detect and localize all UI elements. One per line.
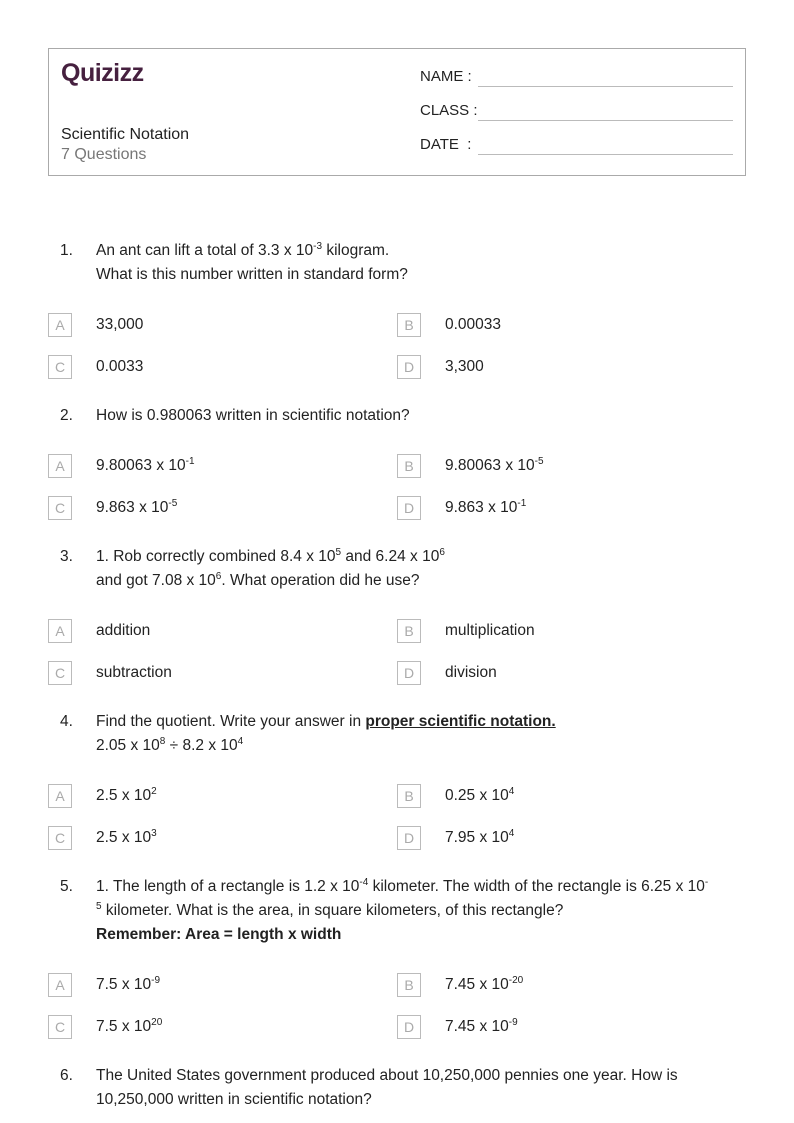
date-label: DATE : bbox=[420, 136, 472, 153]
options-row bbox=[0, 817, 794, 859]
superscript: 4 bbox=[508, 827, 515, 839]
question-line bbox=[96, 545, 746, 569]
question-number: 3. bbox=[60, 548, 73, 565]
date-line bbox=[478, 154, 733, 155]
text-segment: kilometer. The width of the rectangle is 6.25 x 10 bbox=[368, 878, 705, 895]
option-c[interactable] bbox=[48, 487, 397, 529]
question-5 bbox=[0, 875, 794, 1048]
superscript: -9 bbox=[508, 1016, 518, 1028]
class-label: CLASS : bbox=[420, 102, 478, 119]
option-c[interactable] bbox=[48, 346, 397, 388]
text-segment: 9.80063 x 10 bbox=[445, 457, 535, 474]
option-a[interactable] bbox=[48, 610, 397, 652]
superscript: -4 bbox=[359, 876, 369, 888]
option-label bbox=[96, 619, 150, 643]
date-field[interactable] bbox=[420, 136, 471, 153]
option-letter-box[interactable]: D bbox=[397, 826, 421, 850]
text-segment: kilometer. What is the area, in square kilometers, of this rectangle? bbox=[101, 902, 564, 919]
superscript: 2 bbox=[151, 785, 157, 797]
option-letter-box[interactable]: B bbox=[397, 973, 421, 997]
option-c[interactable] bbox=[48, 652, 397, 694]
option-b[interactable] bbox=[397, 445, 746, 487]
option-label bbox=[96, 1015, 162, 1039]
option-letter-box[interactable]: C bbox=[48, 355, 72, 379]
question-line bbox=[96, 710, 746, 734]
option-label bbox=[445, 826, 514, 850]
option-letter-box[interactable]: D bbox=[397, 1015, 421, 1039]
text-segment: 7.5 x 10 bbox=[96, 1018, 152, 1035]
question-line bbox=[96, 1088, 746, 1112]
text-segment: 33,000 bbox=[96, 316, 144, 333]
option-label bbox=[96, 313, 143, 337]
option-letter-box[interactable]: C bbox=[48, 496, 72, 520]
option-d[interactable] bbox=[397, 817, 746, 859]
option-label bbox=[445, 661, 497, 685]
superscript: 20 bbox=[151, 1016, 163, 1028]
option-label bbox=[445, 496, 526, 520]
option-c[interactable] bbox=[48, 1006, 397, 1048]
text-segment: . What operation did he use? bbox=[221, 572, 420, 589]
superscript: -5 bbox=[534, 455, 544, 467]
name-label: NAME : bbox=[420, 68, 472, 85]
option-letter-box[interactable]: B bbox=[397, 313, 421, 337]
text-segment: 10,250,000 written in scientific notation? bbox=[96, 1091, 372, 1108]
option-letter-box[interactable]: A bbox=[48, 784, 72, 808]
text-segment: subtraction bbox=[96, 664, 172, 681]
options-row bbox=[0, 610, 794, 652]
text-segment: The United States government produced about 10,250,000 pennies one year. How is bbox=[96, 1067, 678, 1084]
superscript: -9 bbox=[151, 974, 161, 986]
question-line bbox=[96, 569, 746, 593]
text-segment: proper scientific notation. bbox=[365, 713, 556, 730]
option-label bbox=[96, 784, 157, 808]
option-letter-box[interactable]: D bbox=[397, 661, 421, 685]
option-label bbox=[445, 784, 514, 808]
option-letter-box[interactable]: D bbox=[397, 355, 421, 379]
question-text bbox=[0, 239, 794, 287]
option-a[interactable] bbox=[48, 304, 397, 346]
superscript: -1 bbox=[517, 497, 527, 509]
option-letter-box[interactable]: B bbox=[397, 454, 421, 478]
options-row bbox=[0, 964, 794, 1006]
option-b[interactable] bbox=[397, 775, 746, 817]
option-label bbox=[96, 826, 157, 850]
text-segment: and got 7.08 x 10 bbox=[96, 572, 216, 589]
option-label bbox=[445, 1015, 518, 1039]
question-2 bbox=[0, 404, 794, 529]
option-d[interactable] bbox=[397, 487, 746, 529]
option-letter-box[interactable]: A bbox=[48, 454, 72, 478]
text-segment: division bbox=[445, 664, 497, 681]
option-letter-box[interactable]: A bbox=[48, 973, 72, 997]
option-letter-box[interactable]: C bbox=[48, 826, 72, 850]
options-row bbox=[0, 445, 794, 487]
option-d[interactable] bbox=[397, 346, 746, 388]
superscript: -3 bbox=[313, 240, 323, 252]
option-label bbox=[445, 619, 535, 643]
text-segment: addition bbox=[96, 622, 151, 639]
superscript: 3 bbox=[151, 827, 157, 839]
text-segment: 7.95 x 10 bbox=[445, 829, 509, 846]
text-segment: ÷ 8.2 x 10 bbox=[165, 737, 238, 754]
text-segment: 9.80063 x 10 bbox=[96, 457, 186, 474]
worksheet-header bbox=[48, 48, 746, 176]
option-b[interactable] bbox=[397, 304, 746, 346]
option-label bbox=[96, 661, 172, 685]
question-text bbox=[0, 545, 794, 593]
options-row bbox=[0, 487, 794, 529]
question-3 bbox=[0, 545, 794, 694]
superscript: 5 bbox=[96, 900, 102, 912]
text-segment: What is this number written in standard form? bbox=[96, 266, 408, 283]
option-c[interactable] bbox=[48, 817, 397, 859]
text-segment: 1. The length of a rectangle is 1.2 x 10 bbox=[96, 878, 360, 895]
text-segment: 9.863 x 10 bbox=[445, 499, 518, 516]
option-letter-box[interactable]: B bbox=[397, 784, 421, 808]
superscript: 4 bbox=[237, 735, 244, 747]
option-b[interactable] bbox=[397, 610, 746, 652]
question-list bbox=[0, 239, 794, 1123]
class-field[interactable] bbox=[420, 102, 478, 119]
question-text bbox=[0, 710, 794, 758]
option-letter-box[interactable]: D bbox=[397, 496, 421, 520]
options-row bbox=[0, 1006, 794, 1048]
question-count: 7 Questions bbox=[61, 146, 147, 163]
text-segment: 1. Rob correctly combined 8.4 x 10 bbox=[96, 548, 336, 565]
text-segment: An ant can lift a total of 3.3 x 10 bbox=[96, 242, 314, 259]
text-segment: Find the quotient. Write your answer in bbox=[96, 713, 366, 730]
text-segment: 2.5 x 10 bbox=[96, 829, 152, 846]
question-line bbox=[96, 875, 746, 899]
superscript: 8 bbox=[159, 735, 166, 747]
name-field[interactable] bbox=[420, 68, 472, 85]
option-label bbox=[445, 313, 501, 337]
question-text bbox=[0, 404, 794, 428]
name-line bbox=[478, 86, 733, 87]
option-letter-box[interactable]: C bbox=[48, 1015, 72, 1039]
option-label bbox=[96, 496, 177, 520]
option-label bbox=[96, 355, 143, 379]
option-letter-box[interactable]: B bbox=[397, 619, 421, 643]
text-segment: 0.25 x 10 bbox=[445, 787, 509, 804]
question-line bbox=[96, 923, 746, 947]
superscript: -5 bbox=[168, 497, 178, 509]
superscript: 4 bbox=[508, 785, 515, 797]
class-line bbox=[478, 120, 733, 121]
option-label bbox=[445, 973, 523, 997]
question-line bbox=[96, 239, 746, 263]
superscript: 5 bbox=[335, 546, 342, 558]
question-number: 6. bbox=[60, 1067, 73, 1084]
text-segment: multiplication bbox=[445, 622, 535, 639]
text-segment: 0.0033 bbox=[96, 358, 144, 375]
text-segment: 0.00033 bbox=[445, 316, 502, 333]
text-segment: 3,300 bbox=[445, 358, 484, 375]
question-number: 4. bbox=[60, 713, 73, 730]
question-text bbox=[0, 1064, 794, 1112]
option-label bbox=[445, 454, 544, 478]
question-line bbox=[96, 404, 746, 428]
options-row bbox=[0, 652, 794, 694]
options-row bbox=[0, 304, 794, 346]
option-letter-box[interactable]: A bbox=[48, 619, 72, 643]
question-4 bbox=[0, 710, 794, 859]
text-segment: 9.863 x 10 bbox=[96, 499, 169, 516]
text-segment: 2.5 x 10 bbox=[96, 787, 152, 804]
question-6 bbox=[0, 1064, 794, 1112]
text-segment: kilogram. bbox=[322, 242, 390, 259]
options-row bbox=[0, 346, 794, 388]
superscript: - bbox=[704, 876, 709, 888]
text-segment: 2.05 x 10 bbox=[96, 737, 160, 754]
text-segment: 7.45 x 10 bbox=[445, 1018, 509, 1035]
option-label bbox=[96, 973, 160, 997]
option-label bbox=[96, 454, 195, 478]
question-1 bbox=[0, 239, 794, 388]
option-d[interactable] bbox=[397, 1006, 746, 1048]
options-row bbox=[0, 775, 794, 817]
text-segment: 7.45 x 10 bbox=[445, 976, 509, 993]
superscript: -20 bbox=[508, 974, 524, 986]
superscript: 6 bbox=[439, 546, 445, 558]
question-number: 2. bbox=[60, 407, 73, 424]
question-number: 5. bbox=[60, 878, 73, 895]
option-d[interactable] bbox=[397, 652, 746, 694]
option-letter-box[interactable]: A bbox=[48, 313, 72, 337]
question-line bbox=[96, 1064, 746, 1088]
question-line bbox=[96, 899, 746, 923]
question-text bbox=[0, 875, 794, 947]
superscript: 6 bbox=[215, 570, 222, 582]
option-a[interactable] bbox=[48, 964, 397, 1006]
option-label bbox=[445, 355, 484, 379]
superscript: -1 bbox=[185, 455, 195, 467]
option-a[interactable] bbox=[48, 775, 397, 817]
question-line bbox=[96, 734, 746, 758]
option-a[interactable] bbox=[48, 445, 397, 487]
text-segment: How is 0.980063 written in scientific notation? bbox=[96, 407, 410, 424]
quizizz-logo: Quizizz bbox=[61, 59, 144, 87]
text-segment: 7.5 x 10 bbox=[96, 976, 152, 993]
question-number: 1. bbox=[60, 242, 73, 259]
question-line bbox=[96, 263, 746, 287]
text-segment: Remember: Area = length x width bbox=[96, 926, 342, 943]
worksheet-title: Scientific Notation bbox=[61, 126, 190, 143]
option-letter-box[interactable]: C bbox=[48, 661, 72, 685]
text-segment: and 6.24 x 10 bbox=[341, 548, 440, 565]
option-b[interactable] bbox=[397, 964, 746, 1006]
